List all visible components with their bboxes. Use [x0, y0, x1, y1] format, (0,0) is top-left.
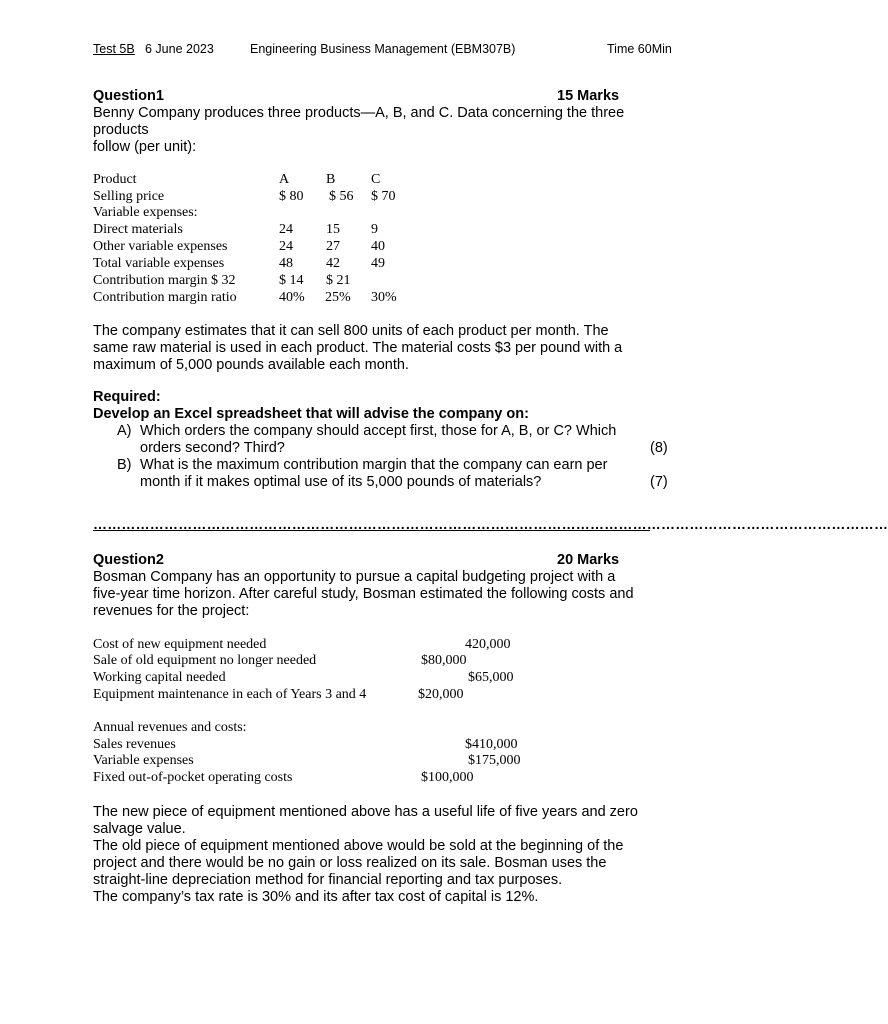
q1-intro-line: Benny Company produces three products—A, B, and C. Data concerning the three	[93, 105, 625, 121]
question2-marks: 20 Marks	[557, 552, 620, 568]
q2-closing-line: straight-line depreciation method for financial reporting and tax purposes.	[93, 872, 563, 888]
row-label: Product	[93, 172, 137, 187]
header-test-id: Test 5B	[93, 42, 135, 56]
cell-a: 40%	[279, 290, 305, 305]
item-text: What is the maximum contribution margin that the company can earn per	[140, 457, 608, 473]
cell-c: 40	[371, 239, 385, 254]
cell-a: 48	[279, 256, 293, 271]
q2-closing-line: The company’s tax rate is 30% and its after tax cost of capital is 12%.	[93, 889, 539, 905]
q1-body-line: The company estimates that it can sell 800 units of each product per month. The	[93, 323, 609, 339]
cell-b: 25%	[325, 290, 351, 305]
q2-closing-line: salvage value.	[93, 821, 186, 837]
item-letter: B)	[117, 457, 132, 473]
section-divider	[93, 516, 888, 532]
item-letter: A)	[117, 423, 132, 439]
row-label: Selling price	[93, 189, 165, 204]
q2-closing-line: The old piece of equipment mentioned above would be sold at the beginning of the	[93, 838, 624, 854]
row-label: Variable expenses	[93, 753, 194, 768]
cell-c: C	[371, 172, 381, 187]
header-time-limit: Time 60Min	[607, 42, 672, 56]
header-course: Engineering Business Management (EBM307B)	[250, 42, 516, 56]
row-label: Direct materials	[93, 222, 183, 237]
row-label: Cost of new equipment needed	[93, 637, 267, 652]
required-label: Required:	[93, 389, 161, 405]
cell-c: 9	[371, 222, 378, 237]
row-value: $175,000	[468, 753, 521, 768]
annual-heading: Annual revenues and costs:	[93, 720, 247, 735]
cell-b: 15	[326, 222, 340, 237]
row-label: Contribution margin ratio	[93, 290, 237, 305]
cell-a: $ 14	[279, 273, 304, 288]
row-label: Working capital needed	[93, 670, 226, 685]
question1-marks: 15 Marks	[557, 88, 620, 104]
question2-title: Question2	[93, 552, 164, 568]
question1-title: Question1	[93, 88, 164, 104]
q1-body-line: same raw material is used in each product. The material costs $3 per pound with a	[93, 340, 623, 356]
header-date: 6 June 2023	[145, 42, 214, 56]
item-text: orders second? Third?	[140, 440, 285, 456]
q1-intro-line: follow (per unit):	[93, 139, 197, 155]
cell-b: B	[326, 172, 336, 187]
q2-intro-line: Bosman Company has an opportunity to pursue a capital budgeting project with a	[93, 569, 616, 585]
row-value: $100,000	[421, 770, 474, 785]
cell-a: 24	[279, 239, 293, 254]
row-label: Other variable expenses	[93, 239, 228, 254]
cell-b: 27	[326, 239, 340, 254]
row-label: Sale of old equipment no longer needed	[93, 653, 317, 668]
q1-intro-line: products	[93, 122, 149, 138]
item-text: month if it makes optimal use of its 5,000 pounds of materials?	[140, 474, 542, 490]
row-label: Fixed out-of-pocket operating costs	[93, 770, 293, 785]
cell-b: $ 56	[329, 189, 354, 204]
cell-b: $ 21	[326, 273, 351, 288]
row-label: Total variable expenses	[93, 256, 225, 271]
cell-c: 49	[371, 256, 385, 271]
cell-a: $ 80	[279, 189, 304, 204]
item-mark: (7)	[650, 474, 668, 490]
cell-a: 24	[279, 222, 293, 237]
row-value: 420,000	[465, 637, 511, 652]
row-value: $410,000	[465, 737, 518, 752]
item-mark: (8)	[650, 440, 668, 456]
cell-c: $ 70	[371, 189, 396, 204]
divider-dots: ……………………………………………………………………………………………………………………………………………………	[93, 516, 888, 532]
q2-intro-line: five-year time horizon. After careful study, Bosman estimated the following costs and	[93, 586, 634, 602]
row-label: Variable expenses:	[93, 205, 198, 220]
cell-c: 30%	[371, 290, 397, 305]
q2-intro-line: revenues for the project:	[93, 603, 250, 619]
row-label: Contribution margin $ 32	[93, 273, 236, 288]
cell-a: A	[279, 172, 290, 187]
row-label: Equipment maintenance in each of Years 3 and 4	[93, 687, 367, 702]
q2-closing-line: project and there would be no gain or loss realized on its sale. Bosman uses the	[93, 855, 607, 871]
q1-body-line: maximum of 5,000 pounds available each month.	[93, 357, 409, 373]
row-label: Sales revenues	[93, 737, 176, 752]
row-value: $80,000	[421, 653, 467, 668]
required-task: Develop an Excel spreadsheet that will advise the company on:	[93, 406, 529, 422]
item-text: Which orders the company should accept first, those for A, B, or C? Which	[140, 423, 617, 439]
q2-closing-line: The new piece of equipment mentioned above has a useful life of five years and zero	[93, 804, 638, 820]
cell-b: 42	[326, 256, 340, 271]
row-value: $20,000	[418, 687, 464, 702]
row-value: $65,000	[468, 670, 514, 685]
